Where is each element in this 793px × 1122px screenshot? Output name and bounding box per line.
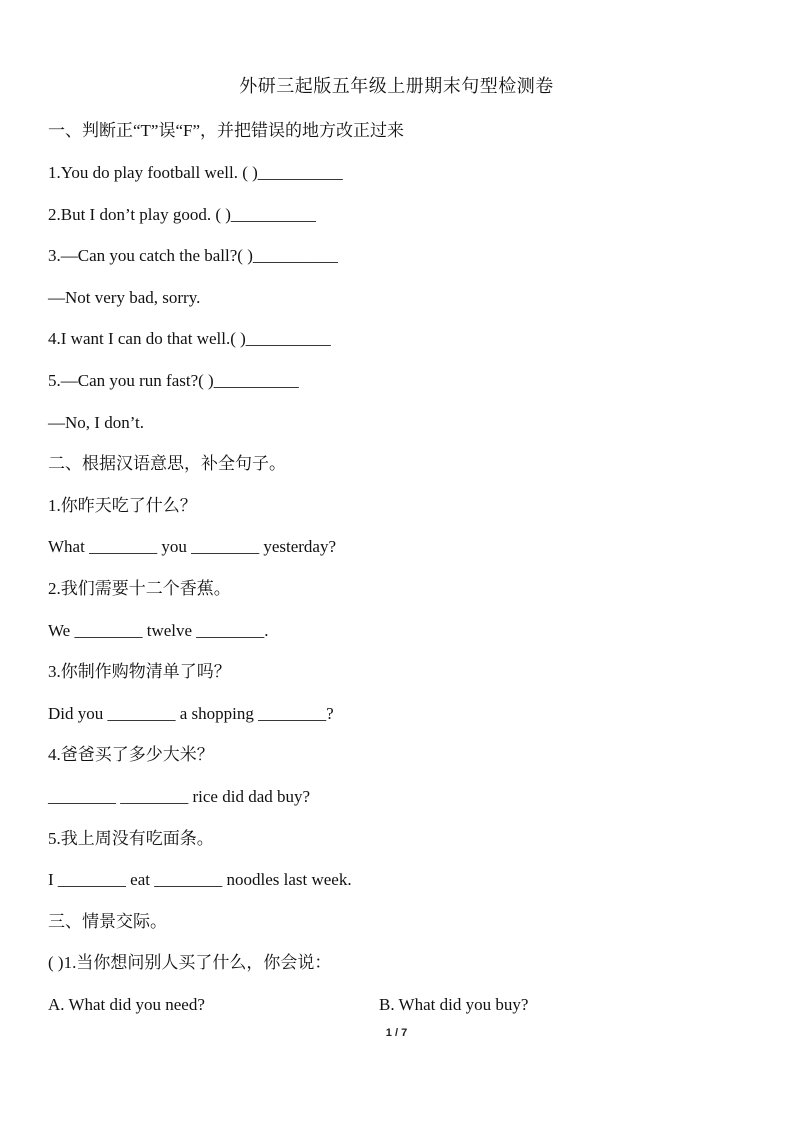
s1-question-5: 5.—Can you run fast?( )__________ xyxy=(48,371,299,390)
s2-prompt-1: 1.你昨天吃了什么？ xyxy=(48,496,197,515)
s2-prompt-4: 4.爸爸买了多少大米？ xyxy=(48,745,214,764)
s3-question-1: ( )1.当你想问别人买了什么，你会说： xyxy=(48,953,332,972)
s2-blank-1: What ________ you ________ yesterday? xyxy=(48,537,336,556)
s2-prompt-5: 5.我上周没有吃面条。 xyxy=(48,829,214,848)
s2-prompt-2: 2.我们需要十二个香蕉。 xyxy=(48,579,231,598)
s1-question-4: 4.I want I can do that well.( )__________ xyxy=(48,329,331,348)
s3-q1-option-a: A. What did you need? xyxy=(48,995,205,1014)
s2-blank-5: I ________ eat ________ noodles last week. xyxy=(48,870,352,889)
s3-q1-option-b: B. What did you buy? xyxy=(379,995,529,1014)
s2-prompt-3: 3.你制作购物清单了吗？ xyxy=(48,662,231,681)
s2-blank-2: We ________ twelve ________. xyxy=(48,621,269,640)
page-number: 1 / 7 xyxy=(385,1027,408,1039)
s1-question-2: 2.But I don’t play good. ( )__________ xyxy=(48,205,316,224)
s1-question-3: 3.—Can you catch the ball?( )__________ xyxy=(48,246,338,265)
document-title: 外研三起版五年级上册期末句型检测卷 xyxy=(239,76,554,96)
s1-question-5-reply: —No, I don’t. xyxy=(48,413,145,432)
s2-blank-3: Did you ________ a shopping ________? xyxy=(48,704,334,723)
section-3-heading: 三、情景交际。 xyxy=(48,912,167,931)
section-1-heading: 一、判断正“T”误“F”，并把错误的地方改正过来 xyxy=(48,121,405,140)
s2-blank-4: ________ ________ rice did dad buy? xyxy=(48,787,311,806)
s1-question-1: 1.You do play football well. ( )__________ xyxy=(48,163,343,182)
section-2-heading: 二、根据汉语意思，补全句子。 xyxy=(48,454,286,473)
s1-question-3-reply: —Not very bad, sorry. xyxy=(48,288,201,307)
